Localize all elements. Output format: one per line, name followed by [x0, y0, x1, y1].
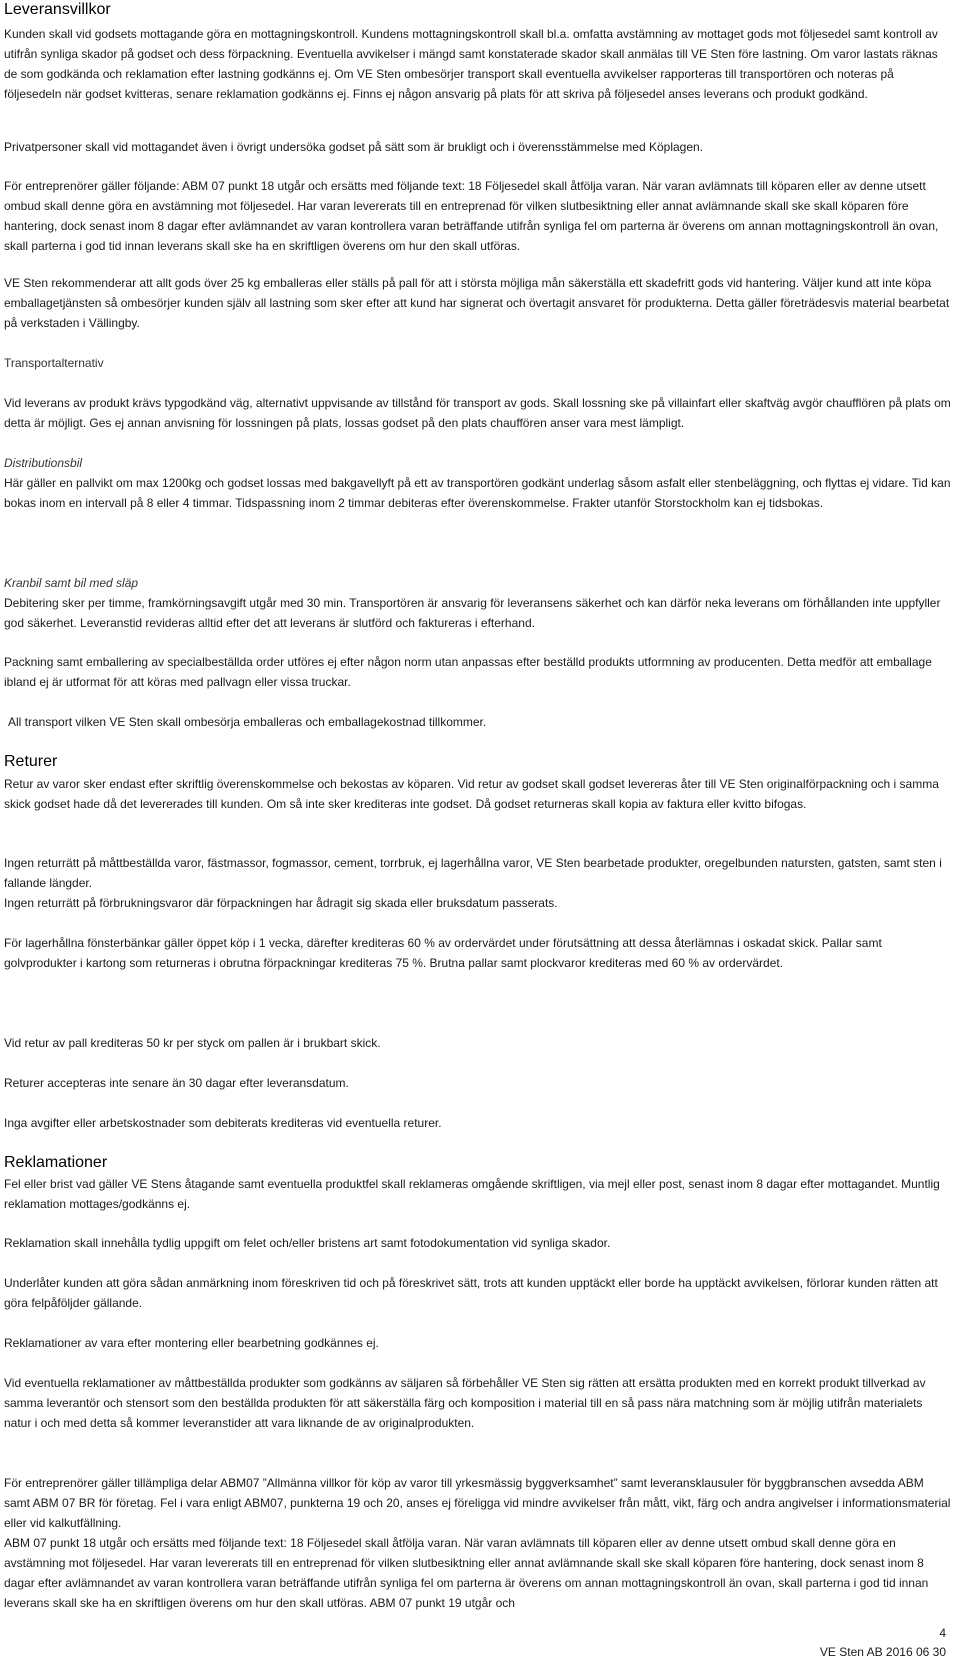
page-title: Leveransvillkor: [4, 1, 111, 18]
footer-company-date: VE Sten AB 2016 06 30: [819, 1645, 946, 1659]
paragraph-special-packing: Packning samt emballering av specialbeställda order utföres ej efter någon norm utan anpassas efter beställd produkts utformning av producenten. Detta medför att emballage ibland ej är utformat för att köras med pallvagn eller vissa truckar.: [4, 655, 932, 689]
transport-heading: Transportalternativ: [4, 356, 104, 370]
claims-heading: Reklamationer: [4, 1154, 108, 1171]
paragraph-returns-3: Ingen returrätt på förbrukningsvaror där förpackningen har ådragit sig skada eller bruksdatum passerats.: [4, 896, 558, 910]
paragraph-transport: Vid leverans av produkt krävs typgodkänd väg, alternativt uppvisande av tillstånd för transport av gods. Skall lossning ske på villainfart eller skaftväg avgör chaufflören på plats om detta är möjligt. Ges ej annan anvisning för lossningen på plats, lossas godset på den plats chauffören anser vara mest lämpligt.: [4, 396, 951, 430]
crane-heading: Kranbil samt bil med släp: [4, 576, 139, 590]
paragraph-claims-1: Fel eller brist vad gäller VE Stens åtagande samt eventuella produktfel skall reklameras omgående skriftligen, via mejl eller post, senast inom 8 dagar efter mottagandet. Muntlig reklamation mottages/godkänns ej.: [4, 1177, 940, 1211]
paragraph-returns-2: Ingen returrätt på måttbeställda varor, fästmassor, fogmassor, cement, torrbruk, ej lagerhållna varor, VE Sten bearbetade produkter, oregelbunden natursten, gatsten, samt sten i fallande längder.: [4, 856, 942, 890]
paragraph-distribution: Här gäller en pallvikt om max 1200kg och godset lossas med bakgavellyft på ett av transportören godkänt underlag såsom asfalt eller stenbeläggning, och flyttas ej vidare. Tid kan bokas inom en intervall på 8 eller 4 timmar. Tidspassning inom 2 timmar debiteras efter överenskommelse. Frakter utanför Storstockholm kan ej tidsbokas.: [4, 476, 951, 510]
paragraph-claims-6: För entreprenörer gäller tillämpliga delar ABM07 ”Allmänna villkor för köp av varor till yrkesmässig byggverksamhet” samt leveransklausuler för byggbranschen avsedda ABM samt ABM 07 BR för företag. Fel i vara enligt ABM07, punkterna 19 och 20, anses ej föreligga vid mindre avvikelser från mått, vikt, färg och andra angivelser i informationsmaterial eller vid kalkutfällning.: [4, 1476, 951, 1530]
paragraph-returns-1: Retur av varor sker endast efter skriftlig överenskommelse och bekostas av köparen. Vid retur av godset skall godset levereras åter till VE Sten originalförpackning och i samma skick godset hade då det levererades till kunden. Om så inte sker krediteras inte godset. Då godset returneras skall kopia av faktura eller kvitto bifogas.: [4, 777, 939, 811]
paragraph-returns-4: För lagerhållna fönsterbänkar gäller öppet köp i 1 vecka, därefter krediteras 60 % av ordervärdet under förutsättning att dessa återlämnas i oskadat skick. Pallar samt golvprodukter i kartong som returneras i obrutna förpackningar krediteras 75 %. Brutna pallar samt plockvaror krediteras med 60 % av ordervärdet.: [4, 936, 882, 970]
paragraph-claims-3: Underlåter kunden att göra sådan anmärkning inom föreskriven tid och på föreskrivet sätt, trots att kunden upptäckt eller borde ha upptäckt avvikelsen, förlorar kunden rätten att göra felpåföljder gällande.: [4, 1276, 938, 1310]
paragraph-claims-5: Vid eventuella reklamationer av måttbeställda produkter som godkänns av säljaren så förbehåller VE Sten sig rätten att ersätta produkten med en korrekt produkt tillverkad av samma leverantör och stensort som den beställda produkten för att säkerställa färg och komposition i material till en så pass nära matchning som är möjlig utifrån materialets natur i och med detta så kommer leveranstider att vara liknande de av originalprodukten.: [4, 1376, 926, 1430]
paragraph-claims-4: Reklamationer av vara efter montering eller bearbetning godkännes ej.: [4, 1336, 379, 1350]
paragraph-packaging-recommendation: VE Sten rekommenderar att allt gods över 25 kg emballeras eller ställs på pall för att i största möjliga mån säkerställa ett skadefritt gods vid hantering. Väljer kund att inte köpa emballagetjänsten så ombesörjer kunden själv all lastning som sker efter att kund har signerat och övertagit ansvaret för produkterna. Detta gäller företrädesvis material bearbetat på verkstaden i Vällingby.: [4, 276, 950, 330]
paragraph-inspection: Kunden skall vid godsets mottagande göra en mottagningskontroll. Kundens mottagningskontroll skall bl.a. omfatta avstämning av mottaget gods mot följesedel samt kontroll av utifrån synliga skador på godset och dess förpackning. Eventuella avvikelser i mängd samt konstaterade skador skall anmälas till VE Sten före lastning. Om varor lastats räknas de som godkända och reklamation efter lastning godkänns ej. Om VE Sten ombesörjer transport skall eventuella avvikelser rapporteras till transportören och noteras på följesedeln när godset kvitteras, senare reklamation godkänns ej. Finns ej någon ansvarig på plats för att skriva på följesedel anses leverans och produkt godkänd.: [4, 27, 938, 101]
paragraph-returns-5: Vid retur av pall krediteras 50 kr per styck om pallen är i brukbart skick.: [4, 1036, 381, 1050]
returns-heading: Returer: [4, 753, 58, 770]
paragraph-returns-6: Returer accepteras inte senare än 30 dagar efter leveransdatum.: [4, 1076, 349, 1090]
paragraph-claims-7: ABM 07 punkt 18 utgår och ersätts med följande text: 18 Följesedel skall åtfölja varan. När varan avlämnats till köparen eller av denne utsett ombud skall denne göra en avstämning mot följesedel. Har varan levererats till en entreprenad för vilken slutbesiktning eller annat avlämnande skall ske skall köparen före hantering, dock senast inom 8 dagar efter avlämnandet av varan kontrollera varan beträffande utifrån synliga fel om parterna är överens om annan mottagningskontroll än ovan, skall parterna i god tid innan leverans skall ske ha en skriftligen överens om hur den skall utföras. ABM 07 punkt 19 utgår och: [4, 1536, 929, 1610]
page-number: 4: [939, 1626, 946, 1640]
paragraph-contractors: För entreprenörer gäller följande: ABM 07 punkt 18 utgår och ersätts med följande text: 18 Följesedel skall åtfölja varan. När varan avlämnats till köparen eller av denne utsett ombud skall denne göra en avstämning mot följesedel. Har varan levererats till en entreprenad för vilken slutbesiktning eller annat avlämnande skall ske skall köparen före hantering, dock senast inom 8 dagar efter avlämnandet av varan kontrollera varan beträffande utifrån synliga fel om parterna är överens om annan mottagningskontroll än ovan, skall parterna i god tid innan leverans skall ske ha en skriftligen överens om hur den skall utföras.: [4, 179, 939, 253]
paragraph-transport-packing: All transport vilken VE Sten skall ombesörja emballeras och emballagekostnad tillkommer.: [8, 715, 487, 729]
distribution-heading: Distributionsbil: [4, 456, 83, 470]
paragraph-crane: Debitering sker per timme, framkörningsavgift utgår med 30 min. Transportören är ansvarig för leveransens säkerhet och kan därför neka leverans om förhållanden inte uppfyller god säkerhet. Leveranstid revideras alltid efter det att leverans är slutförd och faktureras i efterhand.: [4, 596, 941, 630]
paragraph-claims-2: Reklamation skall innehålla tydlig uppgift om felet och/eller bristens art samt fotodokumentation vid synliga skador.: [4, 1236, 611, 1250]
paragraph-private: Privatpersoner skall vid mottagandet även i övrigt undersöka godset på sätt som är brukligt och i överensstämmelse med Köplagen.: [4, 140, 704, 154]
paragraph-returns-7: Inga avgifter eller arbetskostnader som debiterats krediteras vid eventuella returer.: [4, 1116, 442, 1130]
